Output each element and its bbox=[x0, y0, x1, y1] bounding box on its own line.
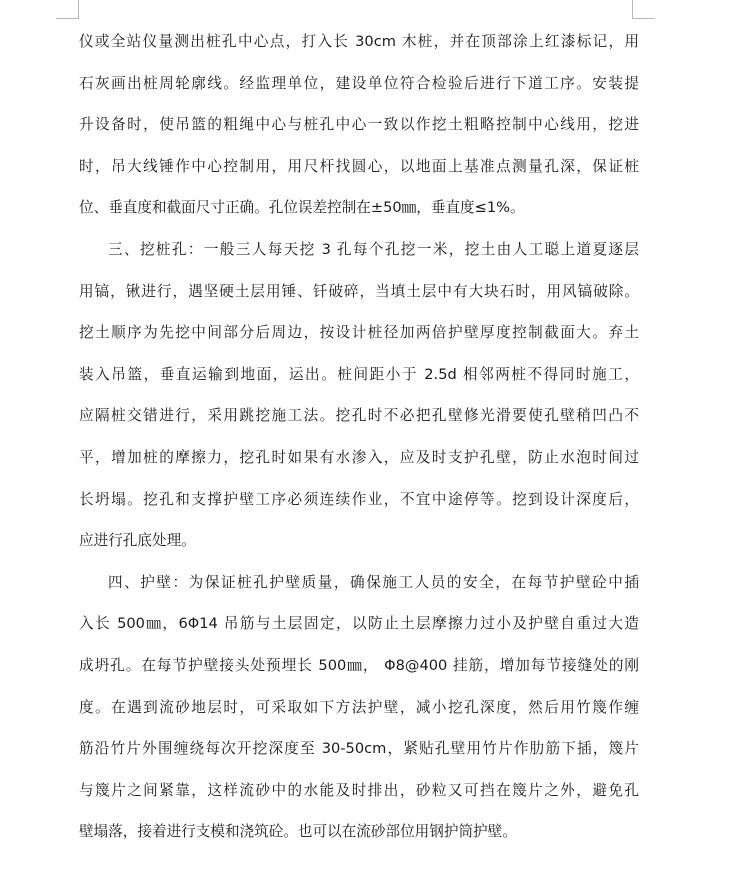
paragraph-heading-line: 四、护壁：为保证桩孔护壁质量，确保施工人员的安全，在每节护壁砼中插 bbox=[108, 573, 639, 591]
text-line: 挖土顺序为先挖中间部分后周边，按设计桩径加两倍护壁厚度控制截面大。弃土 bbox=[79, 324, 639, 342]
text-line: 应隔桩交错进行，采用跳挖施工法。挖孔时不必把孔壁修光滑要使孔壁稍凹凸不 bbox=[79, 407, 639, 425]
paragraph-heading-line: 三、挖桩孔：一般三人每天挖 3 孔每个孔挖一米，挖土由人工聪上道夏逐层 bbox=[108, 240, 639, 258]
text-line: 入长 500㎜，6Φ14 吊筋与土层固定，以防止土层摩擦力过小及护壁自重过大造 bbox=[79, 615, 639, 633]
text-line: 石灰画出桩周轮廓线。经监理单位，建设单位符合检验后进行下道工序。安装提 bbox=[79, 74, 639, 92]
text-line: 度。在遇到流砂地层时，可采取如下方法护壁，减小挖孔深度，然后用竹篾作缠 bbox=[79, 698, 639, 716]
text-line: 装入吊篮，垂直运输到地面，运出。桩间距小于 2.5d 相邻两桩不得同时施工， bbox=[79, 365, 639, 383]
text-line: 壁塌落，接着进行支模和浇筑砼。也可以在流砂部位用钢护筒护壁。 bbox=[79, 823, 517, 841]
page-corner-mark-right bbox=[632, 0, 655, 19]
text-line: 时，吊大线锤作中心控制用，用尺杆找圆心，以地面上基准点测量孔深，保证桩 bbox=[79, 157, 639, 175]
text-line: 平，增加桩的摩擦力，挖孔时如果有水渗入，应及时支护孔壁，防止水泡时间过 bbox=[79, 448, 639, 466]
text-line: 仪或全站仪量测出桩孔中心点，打入长 30cm 木桩，并在顶部涂上红漆标记，用 bbox=[79, 33, 639, 50]
text-line: 成坍孔。在每节护壁接头处预埋长 500㎜， Φ8@400 挂筋，增加每节接缝处的刚 bbox=[79, 656, 639, 674]
page-corner-mark-left bbox=[56, 0, 79, 19]
text-line: 长坍塌。挖孔和支撑护壁工序必须连续作业，不宜中途停等。挖到设计深度后， bbox=[79, 490, 639, 508]
text-line: 升设备时，使吊篮的粗绳中心与桩孔中心一致以作挖土粗略控制中心线用，挖进 bbox=[79, 116, 639, 134]
text-line: 与篾片之间紧靠，这样流砂中的水能及时排出，砂粒又可挡在篾片之外，避免孔 bbox=[79, 781, 639, 799]
text-line: 位、垂直度和截面尺寸正确。孔位误差控制在±50㎜，垂直度≤1%。 bbox=[79, 199, 525, 217]
text-line: 用镐，锹进行，遇坚硬土层用锤、钎破碎，当填土层中有大块石时，用风镐破除。 bbox=[79, 282, 639, 300]
text-line: 应进行孔底处理。 bbox=[79, 532, 196, 550]
document-body bbox=[79, 21, 639, 853]
text-line: 筋沿竹片外围缠绕每次开挖深度至 30-50cm，紧贴孔壁用竹片作肋筋下插，篾片 bbox=[79, 740, 639, 758]
